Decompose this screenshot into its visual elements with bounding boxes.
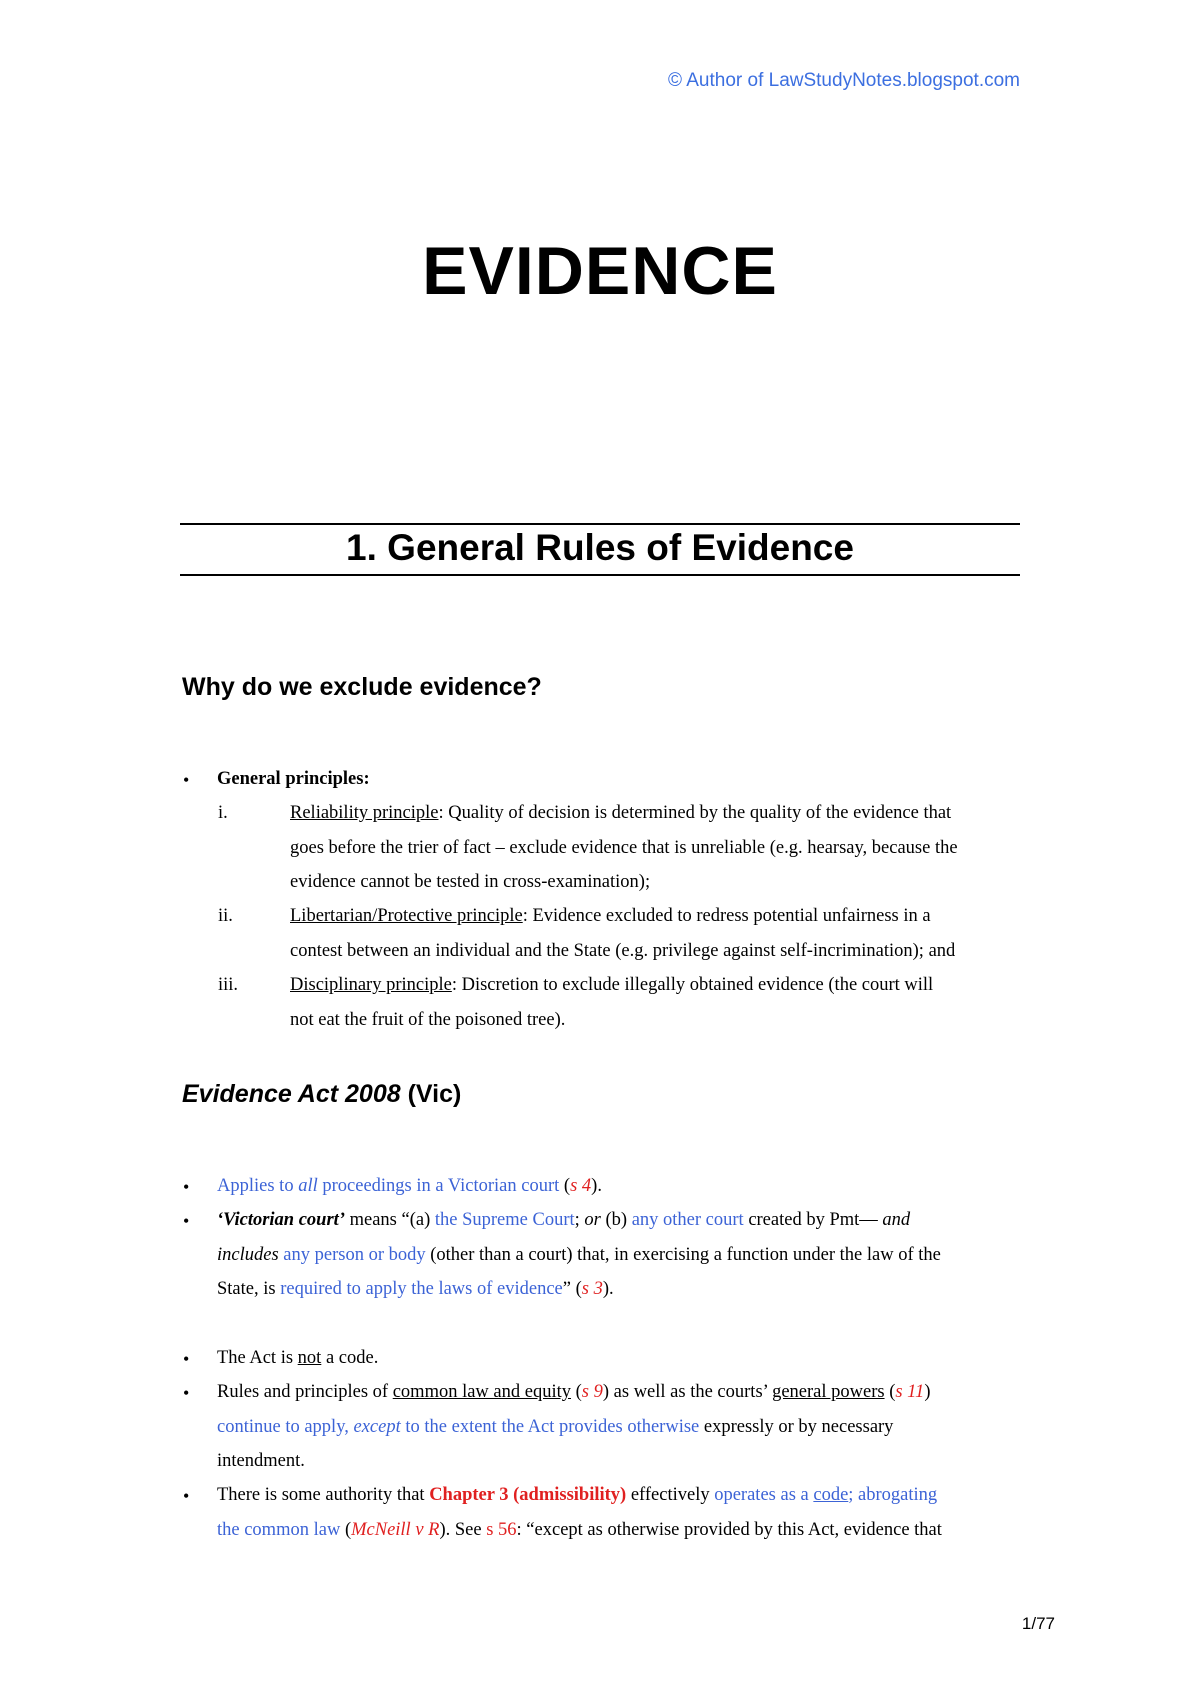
list-item-libertarian: Libertarian/Protective principle: Evidence excluded to redress potential unfairness in a (290, 906, 931, 926)
bullet-applies: Applies to all proceedings in a Victorian court (s 4). (217, 1176, 602, 1196)
bullet-line: State, is required to apply the laws of evidence” (s 3). (217, 1279, 614, 1299)
principle-name: Reliability principle (290, 803, 439, 823)
list-number: i. (218, 803, 228, 823)
section-bottom-rule (180, 574, 1020, 576)
bullet-dot: • (183, 1486, 190, 1506)
list-item-reliability: Reliability principle: Quality of decision is determined by the quality of the evidence that (290, 803, 952, 823)
bullet-victorian-court: ‘Victorian court’ means “(a) the Supreme Court; or (b) any other court created by Pmt— and (217, 1210, 911, 1230)
bullet-dot: • (183, 1383, 190, 1403)
list-number: ii. (218, 906, 233, 926)
list-item-line: contest between an individual and the State (e.g. privilege against self-incrimination); and (290, 941, 956, 961)
general-principles-label: General principles: (217, 769, 370, 789)
page-number: 1/77 (1021, 1614, 1055, 1633)
list-item-disciplinary: Disciplinary principle: Discretion to exclude illegally obtained evidence (the court will (290, 975, 934, 995)
why-heading: Why do we exclude evidence? (182, 673, 542, 701)
bullet-dot: • (183, 770, 190, 790)
section-top-rule (180, 523, 1020, 525)
bullet-line: continue to apply, except to the extent the Act provides otherwise expressly or by necessary (217, 1417, 894, 1437)
document-title: EVIDENCE (422, 233, 778, 309)
list-number: iii. (218, 975, 239, 995)
bullet-line: includes any person or body (other than a court) that, in exercising a function under the law of the (217, 1245, 941, 1265)
copyright-notice: © Author of LawStudyNotes.blogspot.com (668, 70, 1020, 91)
evidence-act-heading: Evidence Act 2008 (Vic) (182, 1080, 462, 1108)
list-item-line: goes before the trier of fact – exclude evidence that is unreliable (e.g. hearsay, because the (290, 838, 958, 858)
section-title: 1. General Rules of Evidence (346, 527, 854, 568)
bullet-line: the common law (McNeill v R). See s 56: “except as otherwise provided by this Act, evidence that (217, 1520, 942, 1540)
bullet-dot: • (183, 1349, 190, 1369)
bullet-dot: • (183, 1211, 190, 1231)
bullet-line: intendment. (217, 1451, 305, 1471)
list-item-line: evidence cannot be tested in cross-examination); (290, 872, 651, 892)
bullet-rules-principles: Rules and principles of common law and equity (s 9) as well as the courts’ general powers (s 11) (217, 1382, 931, 1402)
bullet-chapter-3: There is some authority that Chapter 3 (admissibility) effectively operates as a code; abrogating (217, 1485, 938, 1505)
bullet-not-code: The Act is not a code. (217, 1348, 379, 1368)
principle-name: Libertarian/Protective principle (290, 906, 523, 926)
list-item-line: not eat the fruit of the poisoned tree). (290, 1010, 566, 1030)
principle-name: Disciplinary principle (290, 975, 452, 995)
bullet-dot: • (183, 1177, 190, 1197)
